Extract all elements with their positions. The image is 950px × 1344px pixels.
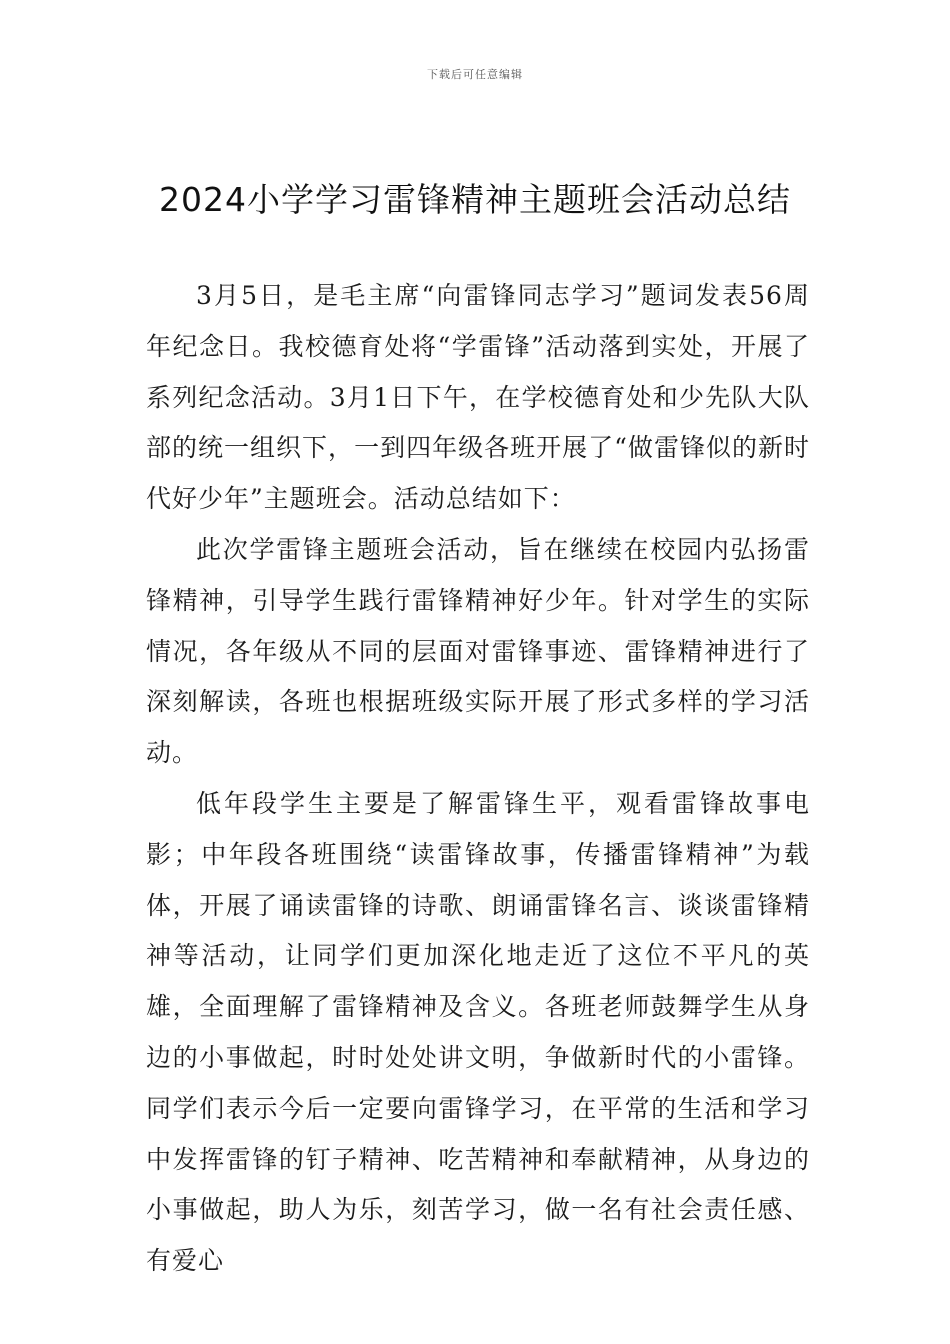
paragraph-2: 此次学雷锋主题班会活动，旨在继续在校园内弘扬雷锋精神，引导学生践行雷锋精神好少年。针对学生的实际情况，各年级从不同的层面对雷锋事迹、雷锋精神进行了深刻解读，各班也根据班级实际开展了形式多样的学习活动。 — [146, 534, 810, 768]
paragraph-3: 低年段学生主要是了解雷锋生平，观看雷锋故事电影；中年段各班围绕“读雷锋故事，传播雷锋精神”为载体，开展了诵读雷锋的诗歌、朗诵雷锋名言、谈谈雷锋精神等活动，让同学们更加深化地走近了这位不平凡的英雄，全面理解了雷锋精神及含义。各班老师鼓舞学生从身边的小事做起，时时处处讲文明，争做新时代的小雷锋。同学们表示今后一定要向雷锋学习，在平常的生活和学习中发挥雷锋的钉子精神、吃苦精神和奉献精神，从身边的小事做起，助人为乐，刻苦学习，做一名有社会责任感、有爱心 — [146, 788, 810, 1276]
document-title: 2024小学学习雷锋精神主题班会活动总结 — [159, 180, 791, 219]
document-body — [146, 271, 810, 1287]
header-note: 下载后可任意编辑 — [427, 68, 523, 81]
paragraph-1: 3月5日，是毛主席“向雷锋同志学习”题词发表56周年纪念日。我校德育处将“学雷锋”活动落到实处，开展了系列纪念活动。3月1日下午，在学校德育处和少先队大队部的统一组织下，一到四年级各班开展了“做雷锋似的新时代好少年”主题班会。活动总结如下： — [146, 281, 810, 514]
